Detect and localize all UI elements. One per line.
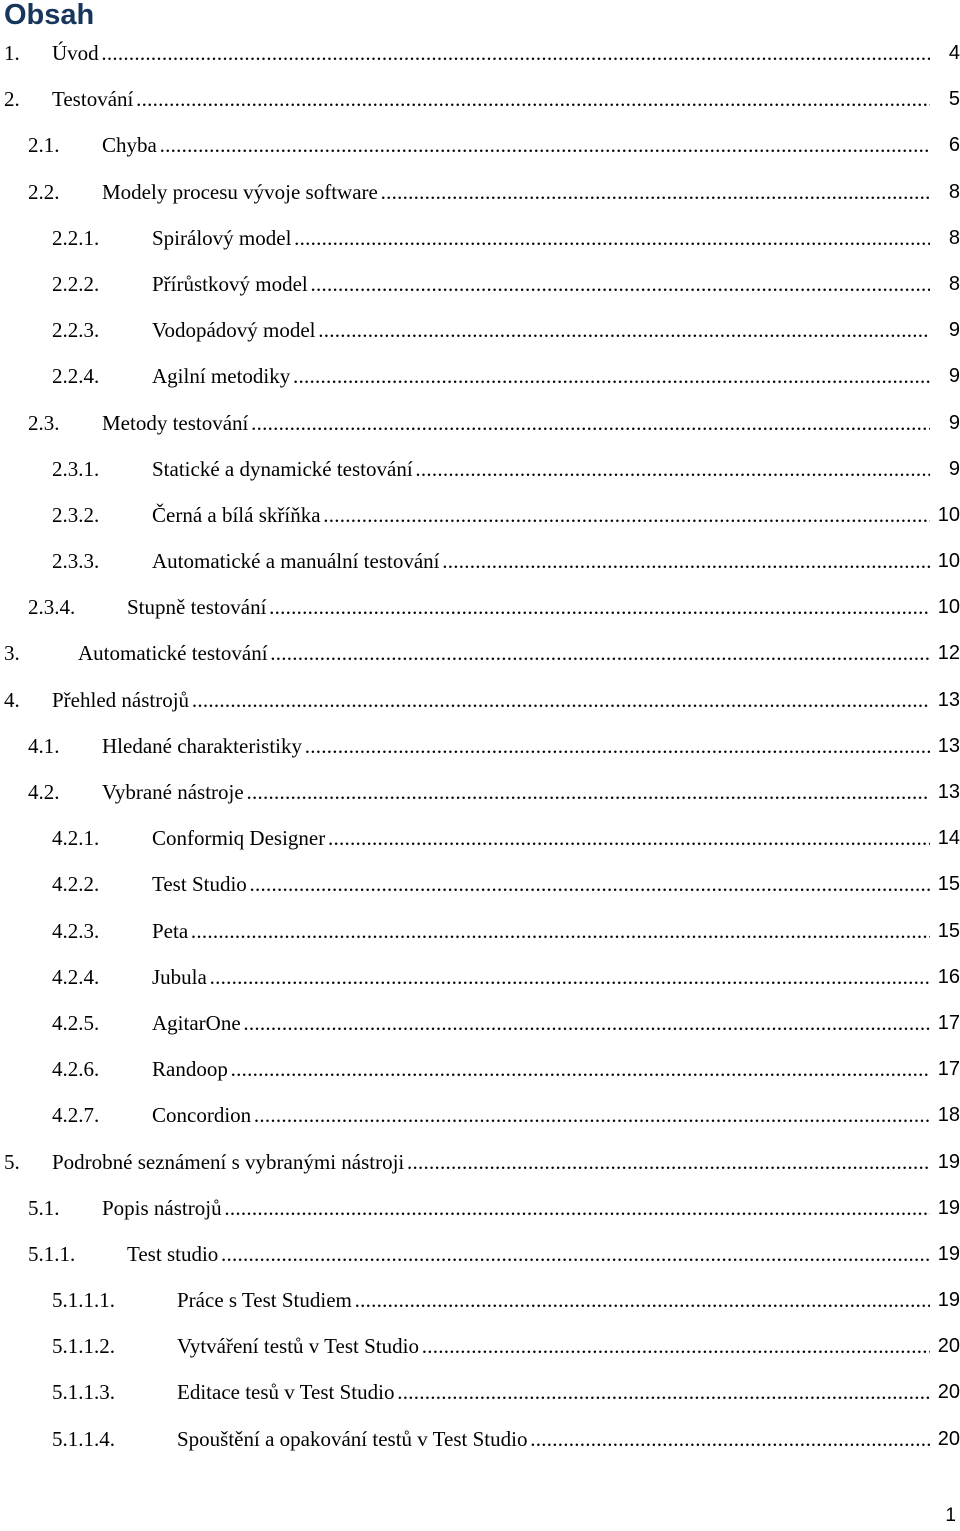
toc-entry-number: 4. (4, 687, 20, 712)
toc-entry-title: Testování . . . (52, 85, 930, 113)
toc-entry-number: 2.3.1. (52, 456, 100, 481)
toc-entry[interactable] (0, 1185, 960, 1231)
toc-entry-number: 4.2.5. (52, 1010, 100, 1035)
toc-entry-number: 1. (4, 41, 20, 65)
toc-entry[interactable] (0, 1277, 960, 1323)
toc-entry-page: 18 (937, 1104, 960, 1127)
toc-entry-title: Podrobné seznámení s vybranými nástroji . . . (52, 1148, 930, 1176)
toc-entry-page: 10 (937, 596, 960, 619)
toc-entry-number: 2.1. (28, 133, 60, 158)
toc-entry-page: 20 (937, 1381, 960, 1404)
toc-entry-number: 4.2.2. (52, 872, 100, 897)
toc-entry-page: 10 (937, 550, 960, 573)
table-of-contents (0, 30, 960, 1462)
toc-entry-page: 5 (948, 88, 960, 111)
toc-entry[interactable] (0, 30, 960, 76)
toc-entry-page: 13 (937, 688, 960, 711)
toc-entry-number: 5.1.1.1. (52, 1288, 115, 1313)
toc-entry-number: 4.2.7. (52, 1103, 100, 1128)
toc-entry-title: Automatické testování . . . (78, 639, 930, 667)
toc-entry-page: 8 (948, 272, 960, 295)
toc-entry-title: Statické a dynamické testování . . . (152, 455, 930, 483)
toc-entry-number: 4.2.6. (52, 1057, 100, 1082)
toc-entry-number: 2.2.4. (52, 364, 100, 389)
toc-entry-page: 17 (937, 1011, 960, 1034)
toc-entry-number: 2.2.1. (52, 225, 100, 250)
toc-entry-number: 2.2.2. (52, 271, 100, 296)
toc-entry[interactable] (0, 353, 960, 399)
toc-entry-page: 19 (937, 1242, 960, 1265)
toc-entry[interactable] (0, 723, 960, 769)
toc-entry-title: Metody testování . . . (102, 409, 930, 437)
toc-entry-title: Peta . . . (152, 917, 930, 945)
toc-entry[interactable] (0, 122, 960, 168)
toc-entry-title: Concordion . . . (152, 1101, 930, 1129)
toc-entry-page: 20 (937, 1335, 960, 1358)
toc-entry-page: 10 (937, 503, 960, 526)
toc-entry-number: 4.2. (28, 780, 60, 804)
toc-entry-title: Černá a bílá skříňka . . . (152, 501, 930, 529)
toc-entry-page: 19 (937, 1196, 960, 1219)
toc-entry-title: Přehled nástrojů . . . (52, 686, 930, 714)
toc-entry[interactable] (0, 261, 960, 307)
toc-entry-title: Spouštění a opakování testů v Test Studio . . . (177, 1425, 930, 1453)
toc-entry-page: 12 (937, 642, 960, 665)
toc-entry-number: 4.2.1. (52, 826, 100, 851)
toc-entry-page: 15 (937, 873, 960, 896)
toc-entry[interactable] (0, 1231, 960, 1277)
toc-entry-page: 16 (937, 965, 960, 988)
toc-entry-page: 19 (937, 1289, 960, 1312)
toc-entry-page: 20 (937, 1427, 960, 1450)
toc-entry-title: Vybrané nástroje . . . (102, 778, 930, 806)
toc-entry-title: Conformiq Designer . . . (152, 824, 930, 852)
toc-entry-number: 4.2.4. (52, 964, 100, 989)
toc-entry-title: Randoop . . . (152, 1055, 930, 1083)
toc-entry-number: 2.3.4. (28, 595, 76, 620)
toc-entry[interactable] (0, 815, 960, 861)
toc-entry-number: 2.3. (28, 410, 60, 435)
toc-entry[interactable] (0, 215, 960, 261)
toc-entry[interactable] (0, 538, 960, 584)
toc-entry-page: 9 (948, 457, 960, 480)
toc-entry[interactable] (0, 584, 960, 630)
toc-entry-title: Spirálový model . . . (152, 224, 930, 252)
toc-entry-title: Úvod . . . (52, 39, 930, 67)
toc-entry-title: Test Studio . . . (152, 870, 930, 898)
toc-entry[interactable] (0, 307, 960, 353)
toc-entry-page: 13 (937, 734, 960, 757)
toc-entry-number: 5.1.1.2. (52, 1334, 115, 1359)
toc-entry[interactable] (0, 908, 960, 954)
toc-entry-number: 5. (4, 1149, 20, 1174)
toc-entry-number: 2.3.3. (52, 549, 100, 574)
toc-entry-number: 2. (4, 87, 20, 112)
toc-entry-title: Chyba . . . (102, 131, 930, 159)
toc-entry[interactable] (0, 769, 960, 815)
toc-entry-page: 17 (937, 1058, 960, 1081)
toc-entry-page: 19 (937, 1150, 960, 1173)
toc-entry-number: 2.2. (28, 179, 60, 204)
toc-entry-page: 8 (948, 180, 960, 203)
toc-entry[interactable] (0, 677, 960, 723)
toc-entry[interactable] (0, 1416, 960, 1462)
toc-entry-number: 4.1. (28, 733, 60, 758)
toc-entry-number: 2.3.2. (52, 502, 100, 527)
toc-entry[interactable] (0, 76, 960, 122)
toc-entry-page: 15 (937, 919, 960, 942)
toc-entry-number: 5.1.1.3. (52, 1380, 115, 1405)
toc-entry[interactable] (0, 1323, 960, 1369)
toc-entry[interactable] (0, 1046, 960, 1092)
toc-entry-title: Agilní metodiky . . . (152, 362, 930, 390)
toc-entry-number: 2.2.3. (52, 318, 100, 343)
toc-entry-title: AgitarOne . . . (152, 1009, 930, 1037)
toc-entry-title: Editace tesů v Test Studio . . . (177, 1378, 930, 1406)
toc-entry[interactable] (0, 446, 960, 492)
toc-heading: Obsah (4, 0, 95, 31)
toc-entry-number: 5.1.1. (28, 1241, 76, 1266)
toc-entry-number: 5.1.1.4. (52, 1426, 115, 1451)
toc-entry-page: 4 (948, 42, 960, 64)
toc-entry-page: 8 (948, 226, 960, 249)
toc-entry-title: Vodopádový model . . . (152, 316, 930, 344)
toc-entry[interactable] (0, 861, 960, 907)
toc-entry-title: Přírůstkový model . . . (152, 270, 930, 298)
toc-entry-title: Práce s Test Studiem . . . (177, 1286, 930, 1314)
toc-entry-page: 9 (948, 365, 960, 388)
toc-entry-title: Stupně testování . . . (127, 593, 930, 621)
toc-entry-title: Vytváření testů v Test Studio . . . (177, 1332, 930, 1360)
toc-entry-title: Jubula . . . (152, 963, 930, 991)
toc-entry-number: 4.2.3. (52, 918, 100, 943)
toc-entry-title: Popis nástrojů . . . (102, 1194, 930, 1222)
toc-entry-title: Modely procesu vývoje software . . . (102, 178, 930, 206)
toc-entry[interactable] (0, 1369, 960, 1415)
toc-entry[interactable] (0, 492, 960, 538)
toc-entry-page: 9 (948, 411, 960, 434)
toc-entry-page: 9 (948, 319, 960, 342)
toc-entry[interactable] (0, 169, 960, 215)
toc-entry[interactable] (0, 1000, 960, 1046)
toc-entry-page: 14 (937, 827, 960, 850)
toc-entry[interactable] (0, 1092, 960, 1138)
toc-entry[interactable] (0, 1139, 960, 1185)
toc-entry[interactable] (0, 400, 960, 446)
toc-entry-title: Test studio . . . (127, 1240, 930, 1268)
toc-entry-title: Automatické a manuální testování . . . (152, 547, 930, 575)
toc-entry[interactable] (0, 954, 960, 1000)
toc-entry-number: 3. (4, 641, 20, 666)
toc-entry-title: Hledané charakteristiky . . . (102, 732, 930, 760)
toc-entry-page: 13 (937, 781, 960, 803)
page-number: 1 (945, 1505, 956, 1526)
toc-entry[interactable] (0, 630, 960, 676)
toc-entry-page: 6 (948, 134, 960, 157)
toc-entry-number: 5.1. (28, 1195, 60, 1220)
